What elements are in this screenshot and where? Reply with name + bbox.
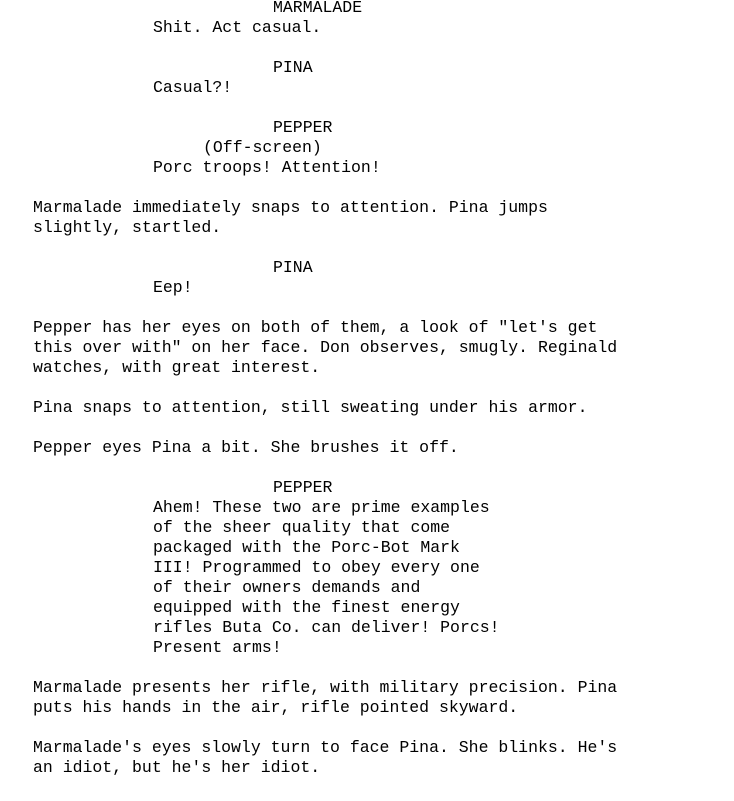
dialogue-line: rifles Buta Co. can deliver! Porcs!: [153, 618, 500, 637]
parenthetical: (Off-screen): [203, 138, 322, 157]
action-line: this over with" on her face. Don observes, smugly. Reginald: [33, 338, 618, 357]
action-line: Pina snaps to attention, still sweating under his armor.: [33, 398, 588, 417]
dialogue-line: equipped with the finest energy: [153, 598, 460, 617]
dialogue-line: Ahem! These two are prime examples: [153, 498, 490, 517]
dialogue-line: of the sheer quality that come: [153, 518, 451, 537]
dialogue-line: packaged with the Porc-Bot Mark: [153, 538, 460, 557]
action-line: puts his hands in the air, rifle pointed skyward.: [33, 698, 519, 717]
character-name: MARMALADE: [273, 0, 363, 17]
action-line: Marmalade presents her rifle, with military precision. Pina: [33, 678, 618, 697]
character-name: PEPPER: [273, 478, 333, 497]
dialogue-line: of their owners demands and: [153, 578, 421, 597]
action-line: Marmalade immediately snaps to attention. Pina jumps: [33, 198, 548, 217]
character-name: PEPPER: [273, 118, 333, 137]
dialogue-line: Casual?!: [153, 78, 233, 97]
dialogue-line: Porc troops! Attention!: [153, 158, 381, 177]
dialogue-line: Eep!: [153, 278, 193, 297]
action-line: slightly, startled.: [33, 218, 222, 237]
dialogue-line: Present arms!: [153, 638, 282, 657]
dialogue-line: Shit. Act casual.: [153, 18, 322, 37]
action-line: Marmalade's eyes slowly turn to face Pina. She blinks. He's: [33, 738, 618, 757]
dialogue-line: III! Programmed to obey every one: [153, 558, 480, 577]
action-line: Pepper eyes Pina a bit. She brushes it off.: [33, 438, 459, 457]
action-line: Pepper has her eyes on both of them, a look of "let's get: [33, 318, 598, 337]
action-line: an idiot, but he's her idiot.: [33, 758, 321, 777]
character-name: PINA: [273, 258, 313, 277]
character-name: PINA: [273, 58, 313, 77]
action-line: watches, with great interest.: [33, 358, 321, 377]
